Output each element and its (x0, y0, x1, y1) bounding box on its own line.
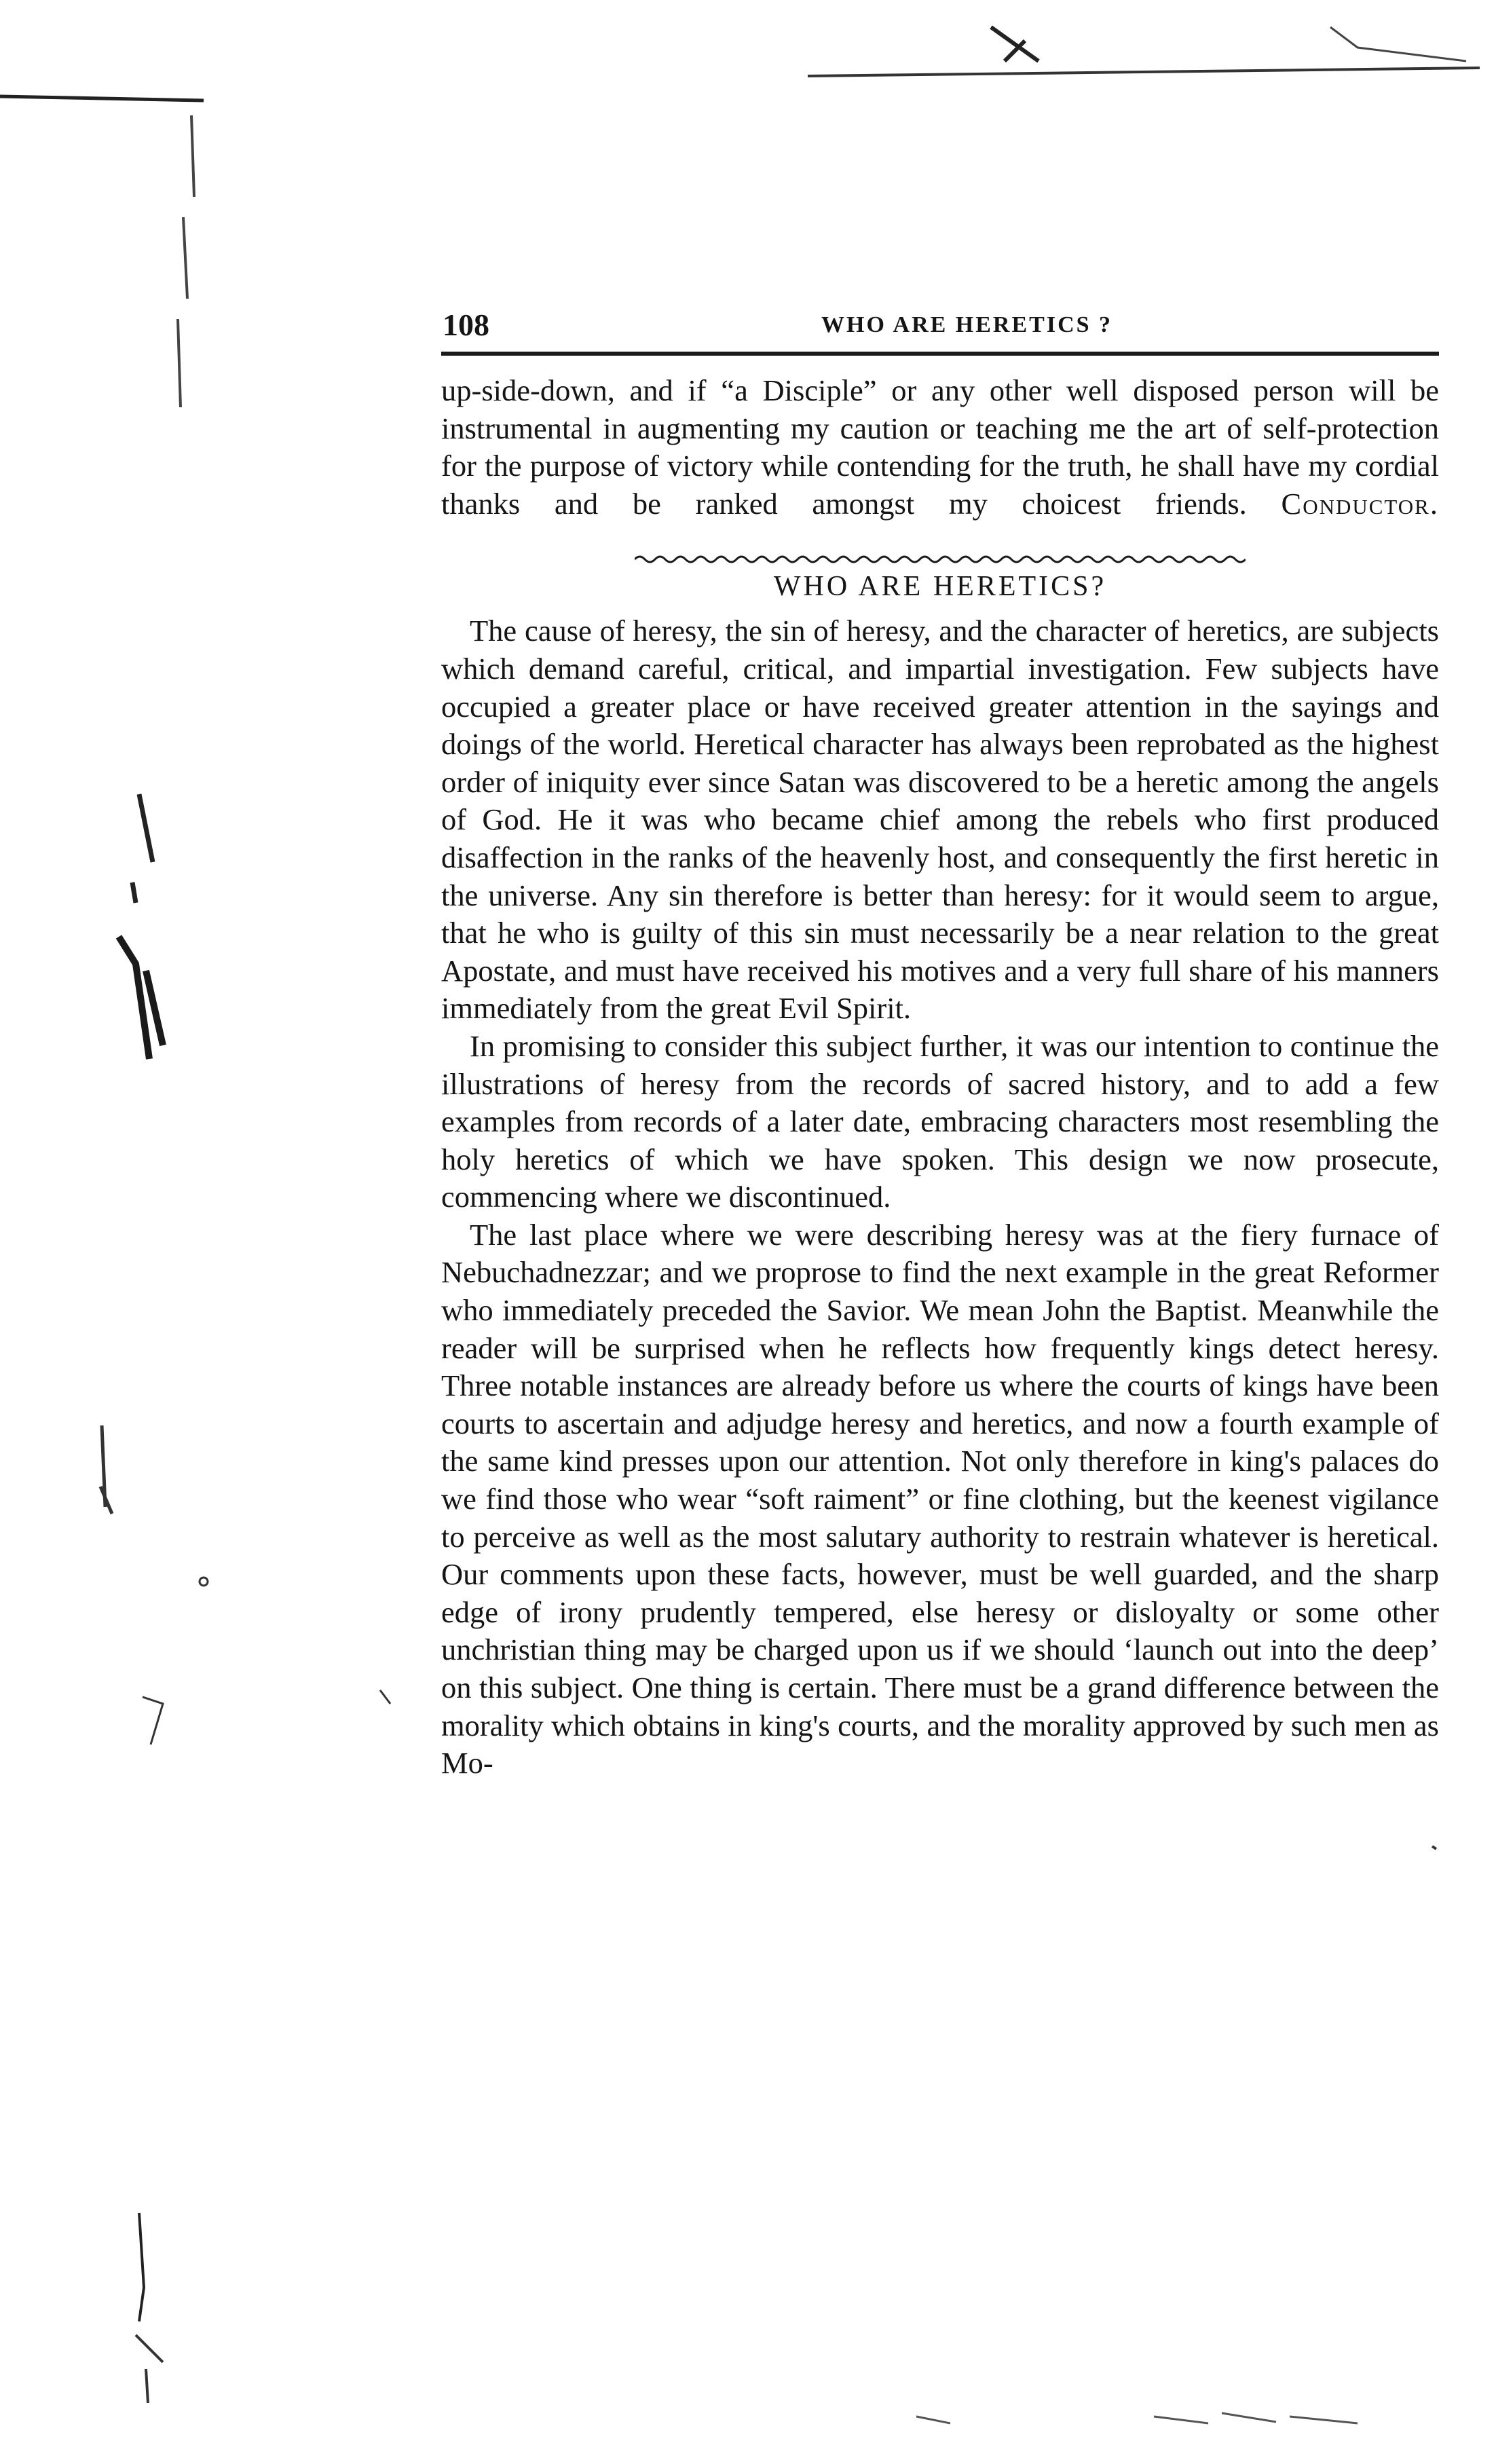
article-paragraph-2: In promising to consider this subject further, it was our intention to continue the illustrations of heresy from the records of sacred history, and to add a few examples from records of a later date, embracing characters most resembling the holy heretics of which we have spoken. This design we now prosecute, commencing where we discontinued. (441, 1028, 1439, 1214)
previous-article-ending (441, 372, 1439, 523)
page-number: 108 (443, 307, 489, 342)
previous-article-text: up-side-down, and if “a Disciple” or any other well disposed person will be instrumental in augmenting my caution or teaching me the art of self-protection for the purpose of victory while contending for the truth, he shall have my cordial thanks and be ranked amongst my choicest friends. (441, 373, 1439, 521)
article-paragraph-1: The cause of heresy, the sin of heresy, and the character of heretics, are subjects which demand careful, critical, and impartial investigation. Few subjects have occupied a greater place or have received greater attention in the sayings and doings of the world. Heretical character has always been reprobated as the highest order of iniquity ever since Satan was discovered to be a heretic among the angels of God. He it was who became chief among the rebels who first produced disaffection in the ranks of the heavenly host, and consequently the first heretic in the universe. Any sin therefore is better than heresy: for it would seem to argue, that he who is guilty of this sin must necessarily be a near relation to the great Apostate, and must have received his motives and a very full share of his manners immediately from the great Evil Spirit. (441, 614, 1439, 1026)
book-page (441, 299, 1439, 1782)
article-paragraph-3: The last place where we were describing heresy was at the fiery furnace of Nebuchadnezzar; and we proprose to find the next example in the great Reformer who immediately preceded the Savior. We mean John the Baptist. Meanwhile the reader will be surprised when he reflects how frequently kings detect heresy. Three notable instances are already before us where the courts of kings have been courts to ascertain and adjudge heresy and heretics, and now a fourth example of the same kind presses upon our attention. Not only therefore in king's palaces do we find those who wear “soft raiment” or fine clothing, but the keenest vigilance to perceive as well as the most salutary authority to restrain whatever is heretical. Our comments upon these facts, however, must be well guarded, and the sharp edge of irony prudently tempered, else heresy or disloyalty or some other unchristian thing may be charged upon us if we should ‘launch out into the deep’ on this subject. One thing is certain. There must be a grand difference between the morality which obtains in king's courts, and the morality approved by such men as Mo- (441, 1217, 1439, 1780)
article-title: WHO ARE HERETICS? (773, 571, 1107, 603)
running-title: WHO ARE HERETICS ? (821, 312, 1113, 337)
wavy-divider (635, 554, 1246, 565)
signature: Conductor. (1281, 486, 1439, 521)
header-rule (441, 352, 1439, 356)
running-head (441, 299, 1439, 346)
